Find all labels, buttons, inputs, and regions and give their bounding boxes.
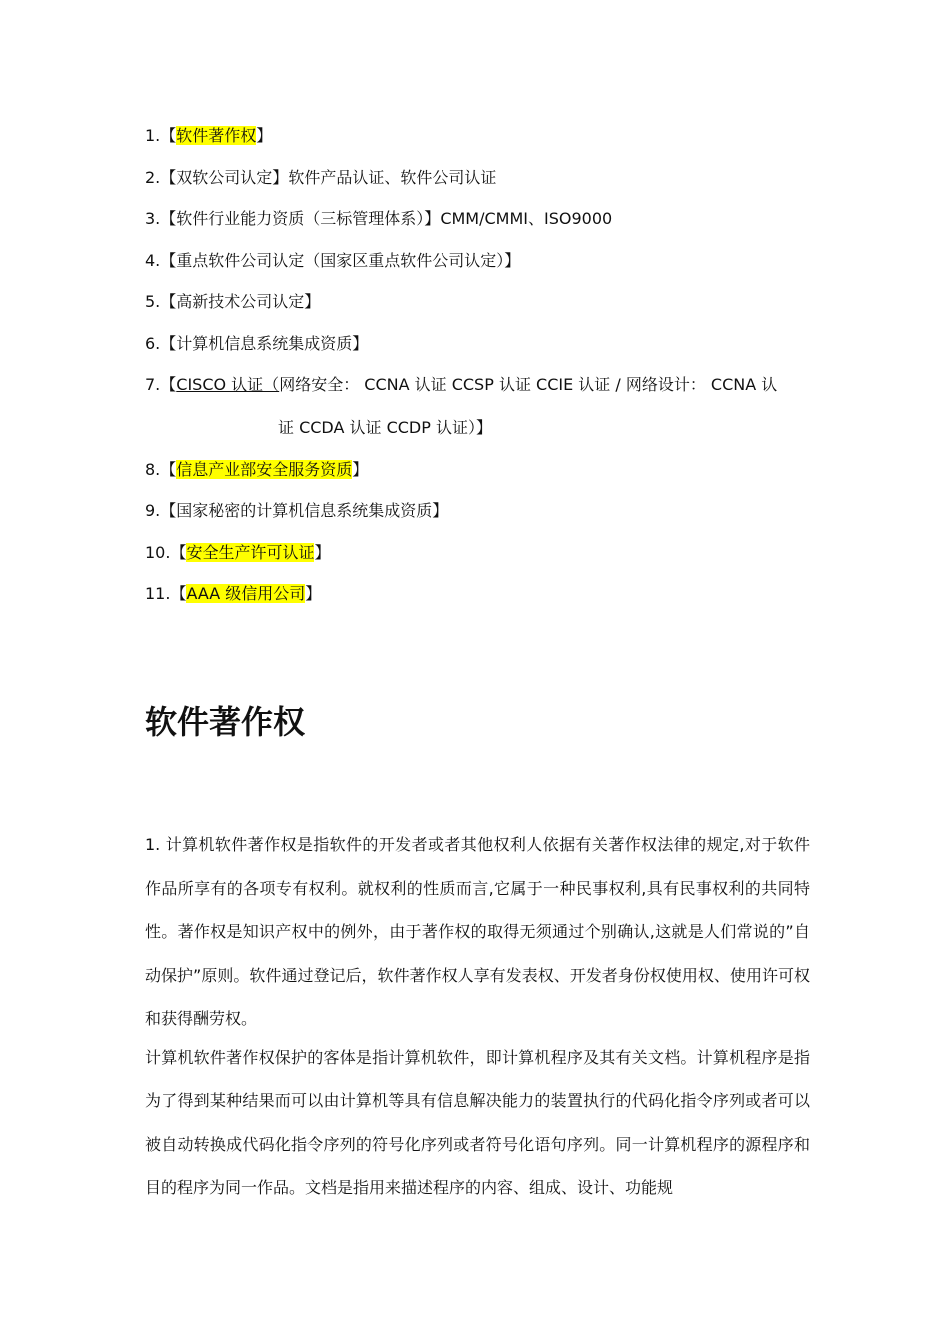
item-number: 9. bbox=[145, 501, 161, 520]
section-heading: 软件著作权 bbox=[145, 703, 306, 741]
item-title: 计算机信息系统集成资质 bbox=[176, 333, 353, 353]
bracket-close: 】 bbox=[352, 459, 369, 479]
item-number: 11. bbox=[145, 584, 171, 603]
certification-list bbox=[145, 124, 825, 624]
item-title: 软件行业能力资质（三标管理体系） bbox=[176, 209, 425, 228]
item-title: 国家秘密的计算机信息系统集成资质 bbox=[176, 501, 433, 520]
item-detail: 网络安全： CCNA 认证 CCSP 认证 CCIE 认证 / 网络设计： CCNA 认 bbox=[279, 375, 778, 394]
list-item bbox=[145, 499, 825, 523]
bracket-open: 【 bbox=[160, 167, 177, 187]
item-number: 4. bbox=[145, 250, 161, 270]
bracket-open: 【 bbox=[160, 459, 177, 479]
item-title-highlighted: 软件著作权 bbox=[176, 126, 257, 145]
item-number: 7. bbox=[145, 375, 161, 394]
bracket-close: 】 bbox=[424, 209, 441, 228]
bracket-open: 【 bbox=[160, 209, 177, 228]
body-paragraph: 1. 计算机软件著作权是指软件的开发者或者其他权利人依据有关著作权法律的规定,对于软件作品所享有的各项专有权利。就权利的性质而言,它属于一种民事权利,具有民事权利的共同特性。著作权是知识产权中的例外，由于著作权的取得无须通过个别确认,这就是人们常说的”自动保护”原则。软件通过登记后，软件著作权人享有发表权、开发者身份权使用权、使用许可权和获得酬劳权。 bbox=[145, 835, 810, 1028]
bracket-open: 【 bbox=[160, 292, 177, 311]
item-title-highlighted: AAA 级信用公司 bbox=[186, 584, 306, 603]
item-number: 10. bbox=[145, 542, 171, 562]
item-number: 3. bbox=[145, 209, 161, 228]
bracket-close: 】 bbox=[432, 501, 449, 520]
list-item bbox=[145, 458, 825, 482]
list-item bbox=[145, 290, 825, 314]
bracket-close: 】 bbox=[272, 167, 289, 187]
bracket-open: 【 bbox=[160, 250, 177, 270]
item-title: 高新技术公司认定 bbox=[176, 292, 305, 311]
bracket-close: 】 bbox=[504, 250, 521, 270]
bracket-open: 【 bbox=[160, 375, 177, 394]
list-item bbox=[145, 207, 825, 231]
list-item bbox=[145, 249, 825, 273]
list-item bbox=[145, 124, 825, 148]
item-detail: 软件产品认证、软件公司认证 bbox=[288, 167, 497, 187]
section-body bbox=[145, 823, 810, 1210]
item-title-highlighted: 安全生产许可认证 bbox=[186, 542, 315, 562]
item-number: 5. bbox=[145, 292, 161, 311]
list-item bbox=[145, 541, 825, 565]
bracket-open: 【 bbox=[170, 584, 187, 603]
list-item bbox=[145, 373, 825, 440]
item-detail-continuation: 证 CCDA 认证 CCDP 认证）】 bbox=[278, 418, 492, 437]
bracket-open: 【 bbox=[160, 501, 177, 520]
bracket-open: 【 bbox=[170, 542, 187, 562]
bracket-open: 【 bbox=[160, 333, 177, 353]
item-number: 1. bbox=[145, 126, 161, 145]
body-paragraph: 计算机软件著作权保护的客体是指计算机软件，即计算机程序及其有关文档。计算机程序是指为了得到某种结果而可以由计算机等具有信息解决能力的装置执行的代码化指令序列或者可以被自动转换成代码化指令序列的符号化序列或者符号化语句序列。同一计算机程序的源程序和目的程序为同一作品。文档是指用来描述程序的内容、组成、设计、功能规 bbox=[145, 1047, 810, 1197]
list-item bbox=[145, 166, 825, 190]
item-number: 2. bbox=[145, 167, 161, 187]
list-item bbox=[145, 582, 825, 606]
bracket-open: 【 bbox=[160, 126, 177, 145]
bracket-close: 】 bbox=[305, 584, 322, 603]
bracket-close: 】 bbox=[314, 542, 331, 562]
bracket-close: 】 bbox=[256, 126, 273, 145]
bracket-close: 】 bbox=[352, 333, 369, 353]
list-item bbox=[145, 332, 825, 356]
item-detail: CMM/CMMI、ISO9000 bbox=[440, 209, 613, 228]
item-number: 8. bbox=[145, 459, 161, 479]
item-title: 双软公司认定 bbox=[176, 167, 273, 187]
item-title: 重点软件公司认定（国家区重点软件公司认定） bbox=[176, 250, 505, 270]
item-title-link[interactable]: CISCO 认证（ bbox=[176, 375, 280, 394]
item-title-highlighted: 信息产业部安全服务资质 bbox=[176, 459, 353, 479]
item-number: 6. bbox=[145, 333, 161, 353]
bracket-close: 】 bbox=[304, 292, 321, 311]
